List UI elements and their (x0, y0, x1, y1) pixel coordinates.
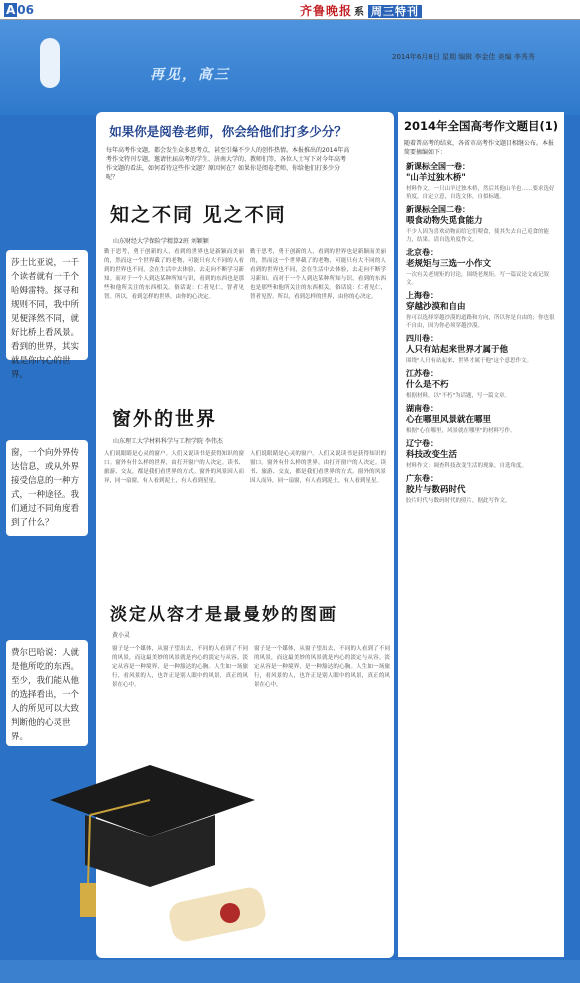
exam-item: 广东卷： 胶片与数码时代 胶片时代与数码时代的照片，据此写作文。 (406, 474, 511, 504)
question-text: 每年高考作文题，都会发生众多思考点，甚至引爆不少人的创作热情。本报推出的2014年高考作文特刊专题，邀请往届高考的学生、济南大学的、教师们等，各位人士写下对今年高考作文题的看法，如何看待这些作文题？原因何在？如果你是阅卷老师，你给他们打多少分呢？ (106, 147, 350, 181)
exam-item: 四川卷： 人只有站起来世界才属于他 围绕"人只有站起来，世界才属于他"这个意思作文。 (406, 334, 533, 364)
exam-item: 新课标全国二卷： 喂食动物失觅食能力 不少人因为喜欢动物而给它们喂食，使其失去自己觅食的能力，结果。请自选角度作文。 (406, 205, 550, 243)
bottom-band (0, 960, 580, 983)
question-title: 如果你是阅卷老师，你会给他们打多少分？ (109, 124, 347, 139)
dateline: 2014年6月8日 星期 编辑 李金佳 美编 李秀秀 (392, 53, 535, 61)
exam-item: 新课标全国一卷： "山羊过独木桥" 材料作文，一只山羊过独木桥，然后其他山羊也……要求选好角度，自定立意，自选文体，自拟标题。 (406, 162, 555, 200)
article-byline: 黄小灵 (112, 632, 131, 639)
graduation-cap-image (30, 745, 270, 955)
exam-item: 上海卷： 穿越沙漠和自由 你可以选择穿越沙漠的道路和方向，所以你是自由的；你也很不自由，因为你必须穿越沙漠。 (406, 291, 555, 329)
panel-intro: 随着普高考的结束，各省市高考作文题目相继公布。本报简要摘编如下： (404, 140, 555, 156)
question-box (98, 118, 358, 190)
left-card: 费尔巴哈说：人就是他所吃的东西。至少，我们能从他的选择看出，一个人的所见可以大致判断他的心灵世界。 (6, 640, 88, 746)
left-card: 莎士比亚说，一千个读者就有一千个哈姆雷特。探寻和规则不同，我中所见便泽然不同，就好比桥上看风景。看到的世界，其实就是你内心的世界。 (6, 250, 88, 360)
cap-illustration (30, 745, 270, 955)
page-header (0, 0, 580, 20)
banner-title: 再见，高三 (150, 67, 230, 83)
article-body: 窗子是一个媒体，从窗子望出去，不同的人看到了不同的风景，而这最美妙的风景就是内心的淡定与从容。淡定从容是一种境界，是一种豁达的心胸。人生如一场旅行，看风景的人，也许正是别人眼中的风景，真正的风景在心中。 (254, 646, 390, 688)
header-band (0, 20, 580, 115)
left-card: 窗，一个向外界传达信息，或从外界接受信息的一种方式，一种途径。我们通过不同角度看到了什么？ (6, 440, 88, 536)
article-title: 淡定从容才是最曼妙的图画 (110, 605, 338, 625)
article-title: 知之不同 见之不同 (110, 204, 287, 226)
decor-figure (40, 38, 60, 88)
page-number: A 06 (6, 3, 34, 17)
article-body: 人们说眼睛是心灵的窗户。人们又说读书是获得知识的窗口。窗外有什么样的世界，由打开窗户的人决定。读书、旅游、交友，都是我们看世界的方式。窗外的风景因人而异，同一扇窗，有人看到泥土，有人看到星星。 (250, 451, 386, 484)
exam-item: 辽宁卷： 科技改变生活 材料作文：调查科技改变生活的现象，自选角度。 (406, 439, 528, 469)
article-body: 勤于思考，勇于创新的人，看到的世界也是新颖而美丽的，然而这一个世界截了的老物，可能只有大不同的人看到的世界也不同，会在生活中去体验，去走向不断学习新知。而对于一个人到达某种所知与识，看到的东西也是那些和他所关注的东西相关。俗话说：仁者见仁，智者见智。所以，看到怎样的世界，由你的心决定。 (250, 249, 386, 300)
panel-title: 2014年全国高考作文题目(1) (403, 119, 559, 133)
exam-item: 北京卷： 老规矩与三选一小作文 一次有关老规矩的讨论，围绕老规矩，写一篇议论文或记叙文。 (406, 248, 550, 286)
exam-item: 湖南卷： 心在哪里风景就在哪里 根据"心在哪里，风景就在哪里"的材料写作。 (406, 404, 516, 434)
article-body: 窗子是一个媒体，从窗子望出去，不同的人看到了不同的风景，而这最美妙的风景就是内心的淡定与从容。淡定从容是一种境界，是一种豁达的心胸。人生如一场旅行，看风景的人，也许正是别人眼中的风景，真正的风景在心中。 (112, 646, 248, 688)
exam-topics-panel (398, 112, 564, 957)
article-title: 窗外的世界 (112, 408, 218, 430)
exam-item: 江苏卷： 什么是不朽 根据材料，以"不朽"为话题，写一篇文章。 (406, 369, 511, 399)
article-body: 人们说眼睛是心灵的窗户。人们又说读书是获得知识的窗口。窗外有什么样的世界，由打开窗户的人决定。读书、旅游、交友，都是我们看世界的方式。窗外的风景因人而异，同一扇窗，有人看到泥土，有人看到星星。 (104, 451, 244, 484)
article-byline: 山东财经大学保险学精算2班 刘颖颖 (113, 238, 209, 245)
brand-logo: 齐鲁晚报 系 周三特刊 (300, 2, 422, 19)
article-byline: 山东理工大学材料科学与工程学院 李伟杰 (113, 438, 223, 445)
article-body: 勤于思考，勇于创新的人，看到的世界也是新颖而美丽的，然而这一个世界截了的老物，可能只有大不同的人看到的世界也不同，会在生活中去体验，去走向不断学习新知。而对于一个人到达某种所知与识，看到的东西也是那些和他所关注的东西相关。俗话说：仁者见仁，智者见智。所以，看到怎样的世界，由你的心决定。 (104, 249, 244, 300)
